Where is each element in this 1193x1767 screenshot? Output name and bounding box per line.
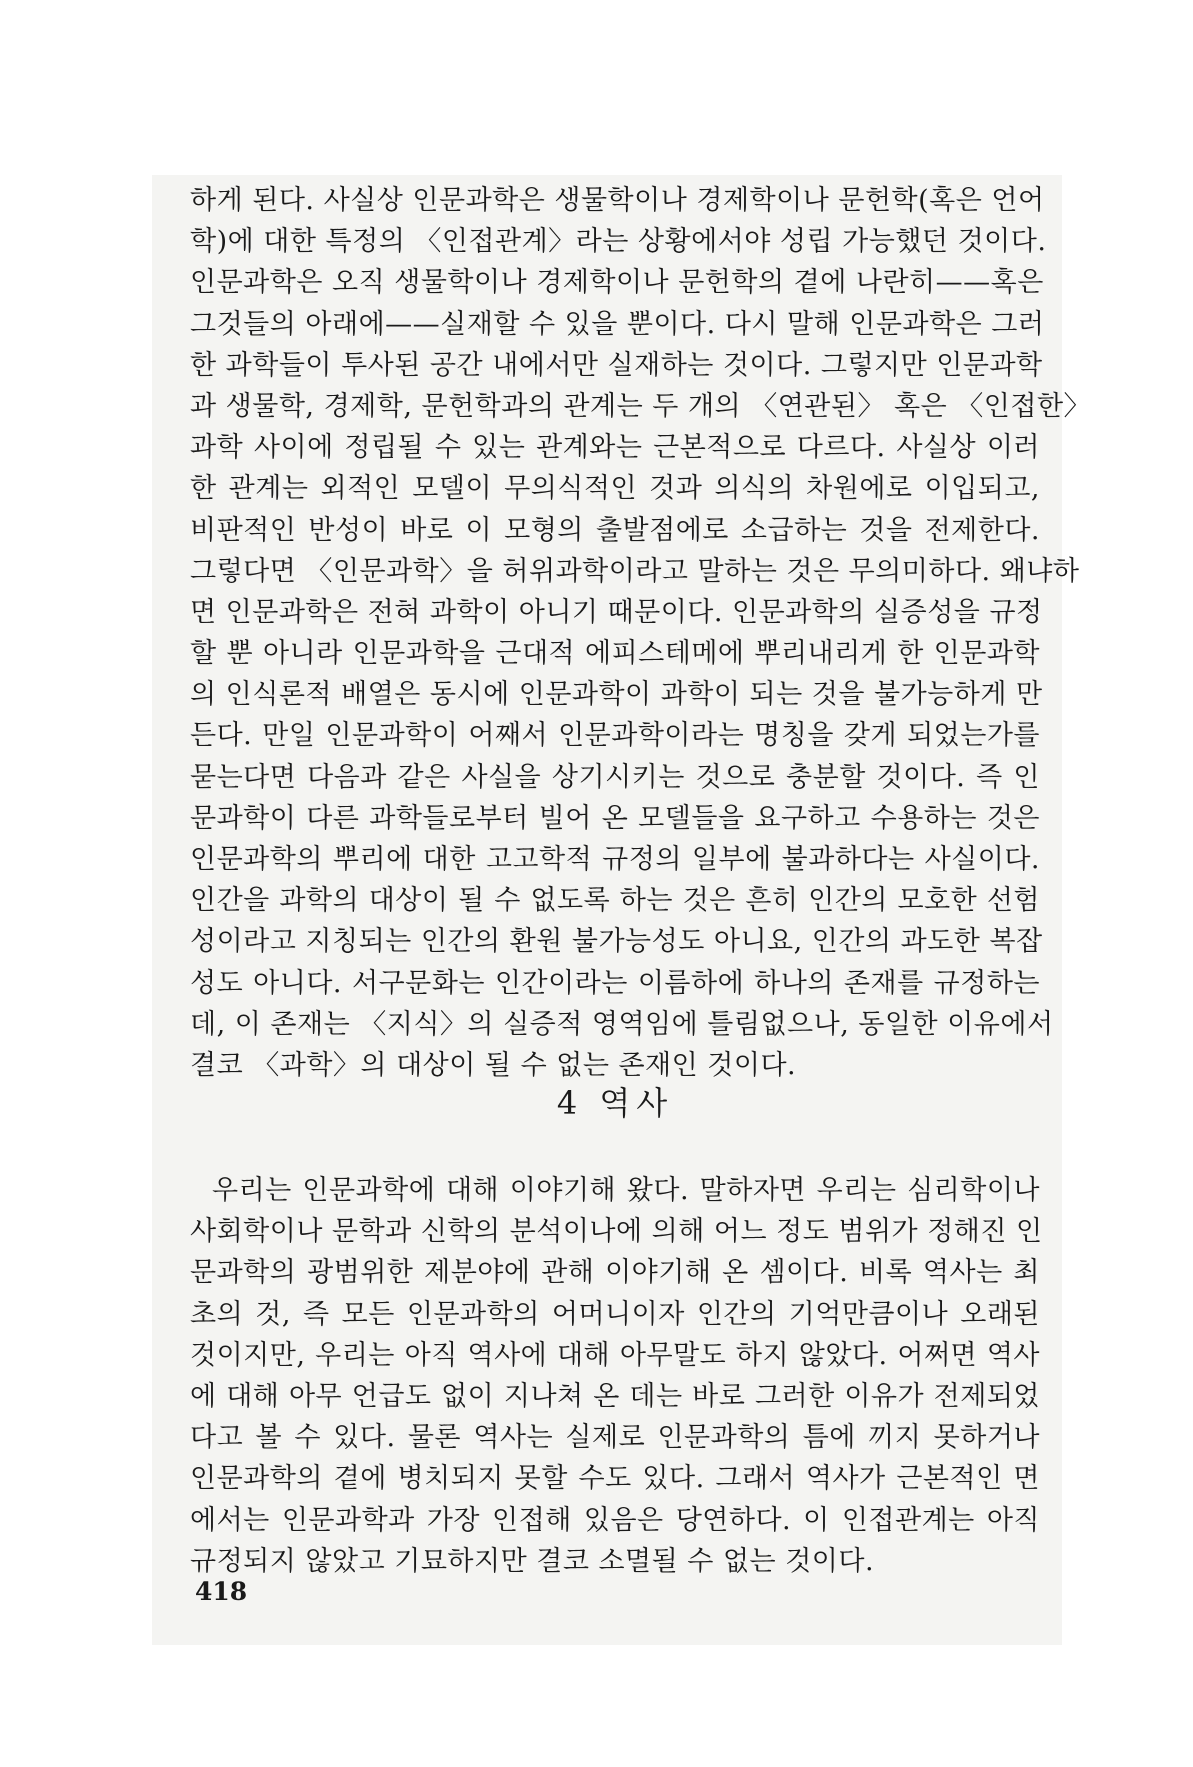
text-line: 할 뿐 아니라 인문과학을 근대적 에피스테메에 뿌리내리게 한 인문과학 (190, 638, 1040, 670)
text-line: 과학 사이에 정립될 수 있는 관계와는 근본적으로 다르다. 사실상 이러 (190, 432, 1040, 464)
text-line: 것이지만, 우리는 아직 역사에 대해 아무말도 하지 않았다. 어쩌면 역사 (190, 1339, 1040, 1371)
text-line: 의 인식론적 배열은 동시에 인문과학이 과학이 되는 것을 불가능하게 만 (190, 679, 1043, 711)
text-line: 성도 아니다. 서구문화는 인간이라는 이름하에 하나의 존재를 규정하는 (190, 967, 1040, 999)
text-line: 그렇다면 〈인문과학〉을 허위과학이라고 말하는 것은 무의미하다. 왜냐하 (190, 555, 1080, 587)
text-line: 인문과학은 오직 생물학이나 경제학이나 문헌학의 곁에 나란히——혹은 (190, 267, 1044, 299)
text-line: 든다. 만일 인문과학이 어째서 인문과학이라는 명칭을 갖게 되었는가를 (190, 720, 1040, 752)
text-line: 한 관계는 외적인 모델이 무의식적인 것과 의식의 차원에로 이입되고, (190, 473, 1040, 505)
page-number: 418 (195, 1577, 248, 1606)
text-line: 비판적인 반성이 바로 이 모형의 출발점에로 소급하는 것을 전제한다. (190, 514, 1040, 546)
text-line: 인문과학의 뿌리에 대한 고고학적 규정의 일부에 불과하다는 사실이다. (190, 844, 1040, 875)
text-line: 문과학이 다른 과학들로부터 빌어 온 모델들을 요구하고 수용하는 것은 (190, 802, 1040, 834)
text-line: 성이라고 지칭되는 인간의 환원 불가능성도 아니요, 인간의 과도한 복잡 (190, 926, 1043, 958)
text-line: 면 인문과학은 전혀 과학이 아니기 때문이다. 인문과학의 실증성을 규정 (190, 596, 1043, 628)
body-paragraph-1 (190, 180, 1092, 1086)
text-line: 에 대해 아무 언급도 없이 지나쳐 온 데는 바로 그러한 이유가 전제되었 (190, 1380, 1040, 1412)
text-line: 에서는 인문과학과 가장 인접해 있음은 당연하다. 이 인접관계는 아직 (190, 1504, 1040, 1536)
text-line: 과 생물학, 경제학, 문헌학과의 관계는 두 개의 〈연관된〉 혹은 〈인접한〉 (190, 390, 1092, 422)
text-line: 초의 것, 즉 모든 인문과학의 어머니이자 인간의 기억만큼이나 오래된 (190, 1298, 1040, 1330)
text-line: 그것들의 아래에——실재할 수 있을 뿐이다. 다시 말해 인문과학은 그러 (190, 308, 1045, 340)
text-line: 사회학이나 문학과 신학의 분석이나에 의해 어느 정도 범위가 정해진 인 (190, 1216, 1043, 1248)
text-line: 결코 〈과학〉의 대상이 될 수 없는 존재인 것이다. (190, 1049, 797, 1081)
text-line: 규정되지 않았고 기묘하지만 결코 소멸될 수 없는 것이다. (190, 1545, 875, 1577)
section-heading: 4 역사 (556, 1084, 674, 1122)
text-line: 인간을 과학의 대상이 될 수 없도록 하는 것은 흔히 인간의 모호한 선험 (190, 885, 1040, 917)
text-line: 데, 이 존재는 〈지식〉의 실증적 영역임에 틀림없으나, 동일한 이유에서 (190, 1008, 1054, 1040)
text-line: 우리는 인문과학에 대해 이야기해 왔다. 말하자면 우리는 심리학이나 (212, 1175, 1040, 1206)
text-line: 하게 된다. 사실상 인문과학은 생물학이나 경제학이나 문헌학(혹은 언어 (190, 185, 1045, 216)
text-line: 학)에 대한 특정의 〈인접관계〉라는 상황에서야 성립 가능했던 것이다. (190, 226, 1047, 258)
text-line: 한 과학들이 투사된 공간 내에서만 실재하는 것이다. 그렇지만 인문과학 (190, 349, 1043, 381)
text-line: 다고 볼 수 있다. 물론 역사는 실제로 인문과학의 틈에 끼지 못하거나 (190, 1422, 1040, 1454)
text-line: 인문과학의 곁에 병치되지 못할 수도 있다. 그래서 역사가 근본적인 면 (190, 1463, 1040, 1495)
text-line: 문과학의 광범위한 제분야에 관해 이야기해 온 셈이다. 비록 역사는 최 (190, 1257, 1040, 1289)
text-line: 묻는다면 다음과 같은 사실을 상기시키는 것으로 충분할 것이다. 즉 인 (190, 761, 1040, 793)
body-paragraph-2 (190, 1170, 1043, 1582)
